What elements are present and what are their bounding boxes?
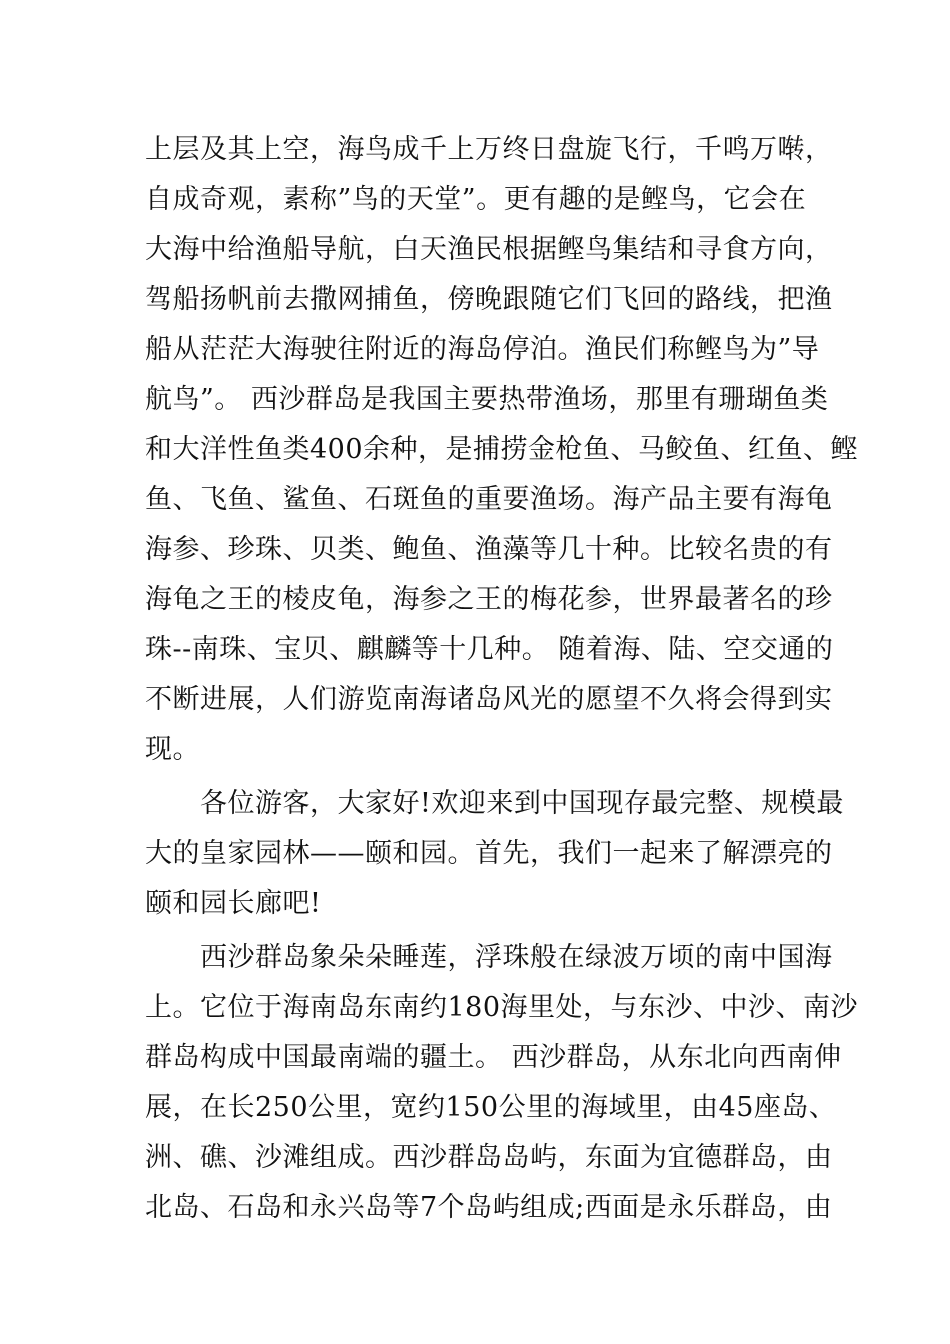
text-line: 展，在长250公里，宽约150公里的海域里，由45座岛、 <box>145 1092 837 1123</box>
text-line: 西沙群岛象朵朵睡莲，浮珠般在绿波万顷的南中国海 <box>200 942 833 973</box>
text-line: 现。 <box>145 734 200 765</box>
text-line: 珠--南珠、宝贝、麒麟等十几种。 随着海、陆、空交通的 <box>145 634 834 665</box>
text-line: 和大洋性鱼类400余种，是捕捞金枪鱼、马鲛鱼、红鱼、鲣 <box>145 434 859 465</box>
text-line: 颐和园长廊吧! <box>145 888 322 919</box>
text-line: 自成奇观，素称”鸟的天堂”。更有趣的是鲣鸟，它会在 <box>145 184 807 215</box>
text-line: 北岛、石岛和永兴岛等7个岛屿组成;西面是永乐群岛，由 <box>145 1192 833 1223</box>
text-line: 群岛构成中国最南端的疆土。 西沙群岛，从东北向西南伸 <box>145 1042 842 1073</box>
text-line: 大的皇家园林——颐和园。首先，我们一起来了解漂亮的 <box>145 838 833 869</box>
text-line: 洲、礁、沙滩组成。西沙群岛岛屿，东面为宜德群岛，由 <box>145 1142 833 1173</box>
text-line: 鱼、飞鱼、鲨鱼、石斑鱼的重要渔场。海产品主要有海龟 <box>145 484 833 515</box>
text-line: 上层及其上空，海鸟成千上万终日盘旋飞行，千鸣万啭， <box>145 134 833 165</box>
text-line: 各位游客，大家好!欢迎来到中国现存最完整、规模最 <box>200 788 844 819</box>
text-line: 大海中给渔船导航，白天渔民根据鲣鸟集结和寻食方向， <box>145 234 833 265</box>
text-line: 海参、珍珠、贝类、鲍鱼、渔藻等几十种。比较名贵的有 <box>145 534 833 565</box>
text-line: 不断进展，人们游览南海诸岛风光的愿望不久将会得到实 <box>145 684 833 715</box>
text-line: 上。它位于海南岛东南约180海里处，与东沙、中沙、南沙 <box>145 992 859 1023</box>
text-line: 海龟之王的棱皮龟，海参之王的梅花参，世界最著名的珍 <box>145 584 833 615</box>
text-line: 驾船扬帆前去撒网捕鱼，傍晚跟随它们飞回的路线，把渔 <box>145 284 833 315</box>
text-line: 船从茫茫大海驶往附近的海岛停泊。渔民们称鲣鸟为”导 <box>145 334 820 365</box>
text-line: 航鸟”。 西沙群岛是我国主要热带渔场，那里有珊瑚鱼类 <box>145 384 829 415</box>
